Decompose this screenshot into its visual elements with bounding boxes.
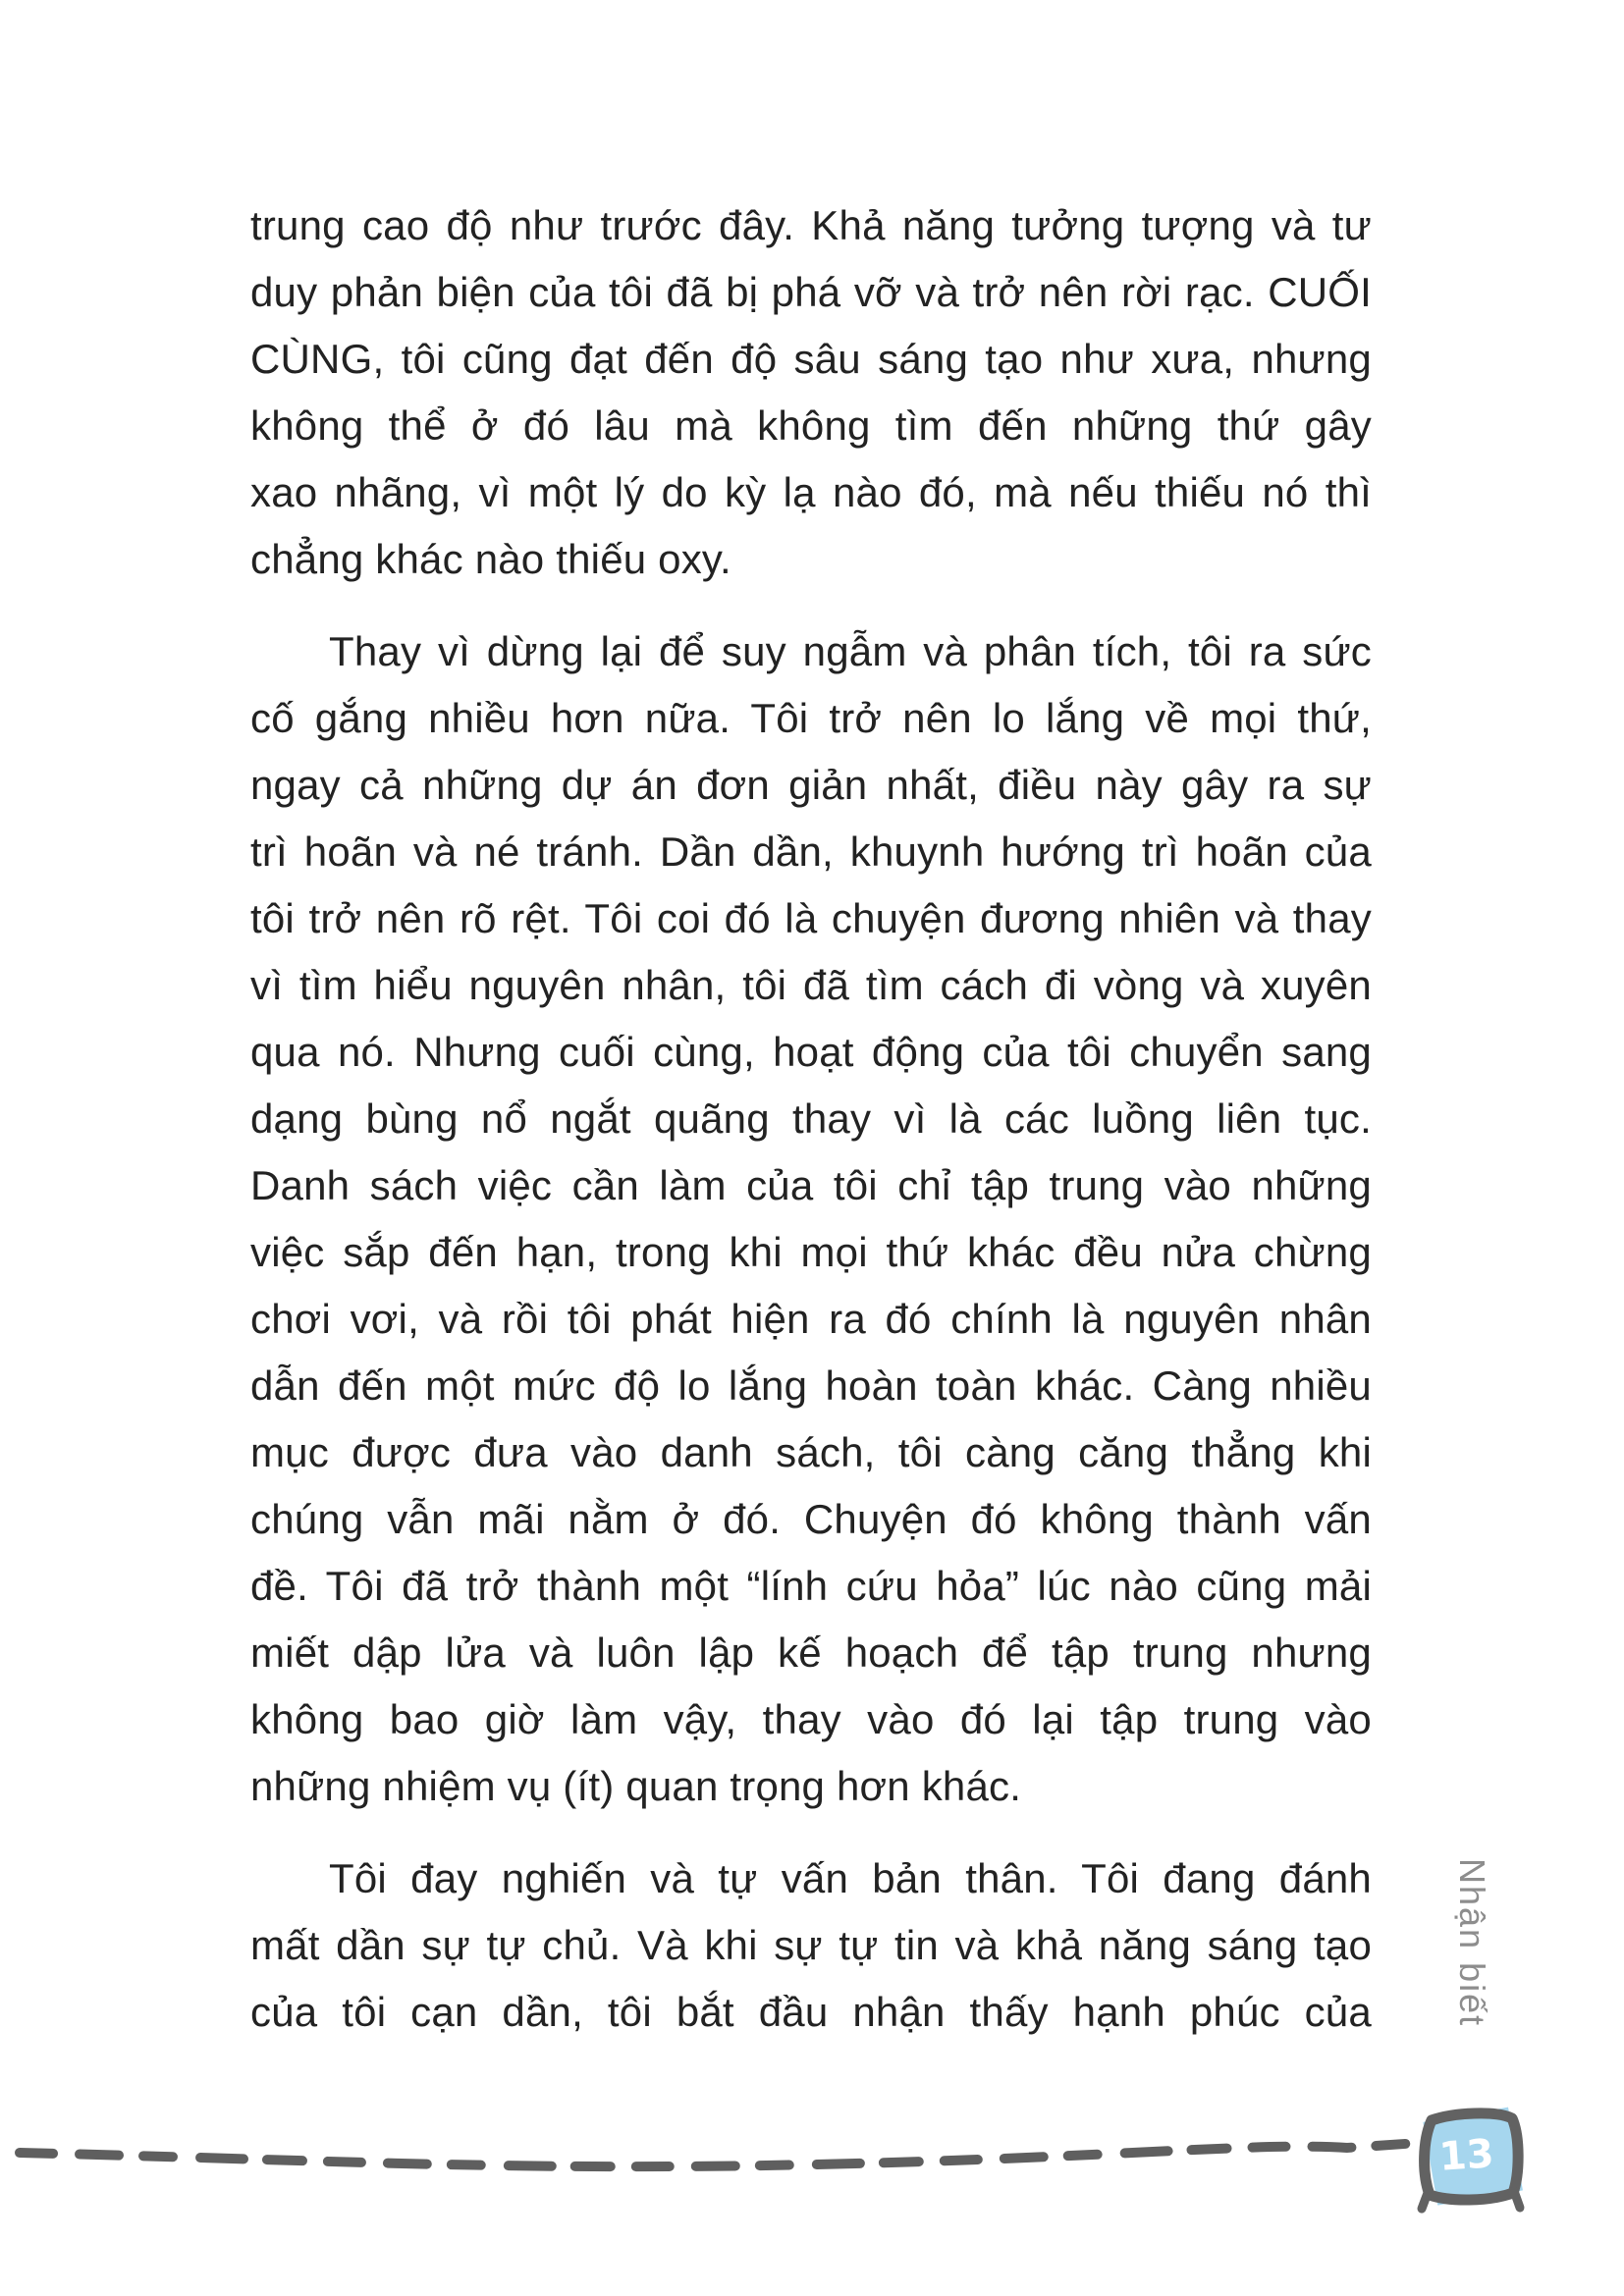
paragraph — [250, 618, 1372, 1820]
text-line: ngay cả những dự án đơn giản nhất, điều này gây ra sự — [250, 762, 1372, 808]
chapter-sidebar-label: Nhận biết — [1452, 1858, 1492, 2028]
text-line: không bao giờ làm vậy, thay vào đó lại tập trung vào — [250, 1696, 1372, 1742]
text-line: những nhiệm vụ (ít) quan trọng hơn khác. — [250, 1763, 1022, 1809]
page-number-badge — [1410, 2103, 1538, 2220]
text-line: xao nhãng, vì một lý do kỳ lạ nào đó, mà nếu thiếu nó thì — [250, 469, 1372, 515]
paragraph — [250, 1845, 1372, 2046]
text-line: Thay vì dừng lại để suy ngẫm và phân tích, tôi ra sức — [329, 628, 1372, 674]
dashed-line — [20, 2143, 1419, 2166]
text-line: miết dập lửa và luôn lập kế hoạch để tập trung nhưng — [250, 1629, 1372, 1676]
paragraph — [250, 192, 1372, 593]
text-line: mất dần sự tự chủ. Và khi sự tự tin và khả năng sáng tạo — [250, 1922, 1372, 1968]
text-line: không thể ở đó lâu mà không tìm đến những thứ gây — [250, 402, 1372, 449]
text-line: Danh sách việc cần làm của tôi chỉ tập trung vào những — [250, 1162, 1372, 1208]
page-text-block — [250, 192, 1372, 2071]
text-line: qua nó. Nhưng cuối cùng, hoạt động của tôi chuyển sang — [250, 1029, 1372, 1075]
text-line: Tôi đay nghiến và tự vấn bản thân. Tôi đang đánh — [329, 1855, 1372, 1901]
page-number: 13 — [1437, 2131, 1495, 2180]
text-line: trì hoãn và né tránh. Dần dần, khuynh hướng trì hoãn của — [250, 828, 1372, 875]
text-line: việc sắp đến hạn, trong khi mọi thứ khác đều nửa chừng — [250, 1229, 1372, 1275]
text-line: của tôi cạn dần, tôi bắt đầu nhận thấy hạnh phúc của — [250, 1989, 1372, 2035]
text-line: chúng vẫn mãi nằm ở đó. Chuyện đó không thành vấn — [250, 1496, 1372, 1542]
text-line: duy phản biện của tôi đã bị phá vỡ và trở nên rời rạc. CUỐI — [250, 269, 1372, 315]
text-line: mục được đưa vào danh sách, tôi càng căng thẳng khi — [250, 1429, 1372, 1475]
text-line: trung cao độ như trước đây. Khả năng tưởng tượng và tư — [250, 202, 1372, 248]
text-line: chơi vơi, và rồi tôi phát hiện ra đó chính là nguyên nhân — [250, 1296, 1372, 1342]
text-line: CÙNG, tôi cũng đạt đến độ sâu sáng tạo như xưa, nhưng — [250, 336, 1372, 382]
text-line: dẫn đến một mức độ lo lắng hoàn toàn khác. Càng nhiều — [250, 1362, 1372, 1409]
text-line: chẳng khác nào thiếu oxy. — [250, 536, 731, 582]
text-line: vì tìm hiểu nguyên nhân, tôi đã tìm cách đi vòng và xuyên — [250, 962, 1372, 1008]
text-line: đề. Tôi đã trở thành một “lính cứu hỏa” lúc nào cũng mải — [250, 1563, 1372, 1609]
text-line: dạng bùng nổ ngắt quãng thay vì là các luồng liên tục. — [250, 1095, 1372, 1142]
text-line: cố gắng nhiều hơn nữa. Tôi trở nên lo lắng về mọi thứ, — [250, 695, 1372, 741]
text-line: tôi trở nên rõ rệt. Tôi coi đó là chuyện đương nhiên và thay — [250, 895, 1372, 941]
